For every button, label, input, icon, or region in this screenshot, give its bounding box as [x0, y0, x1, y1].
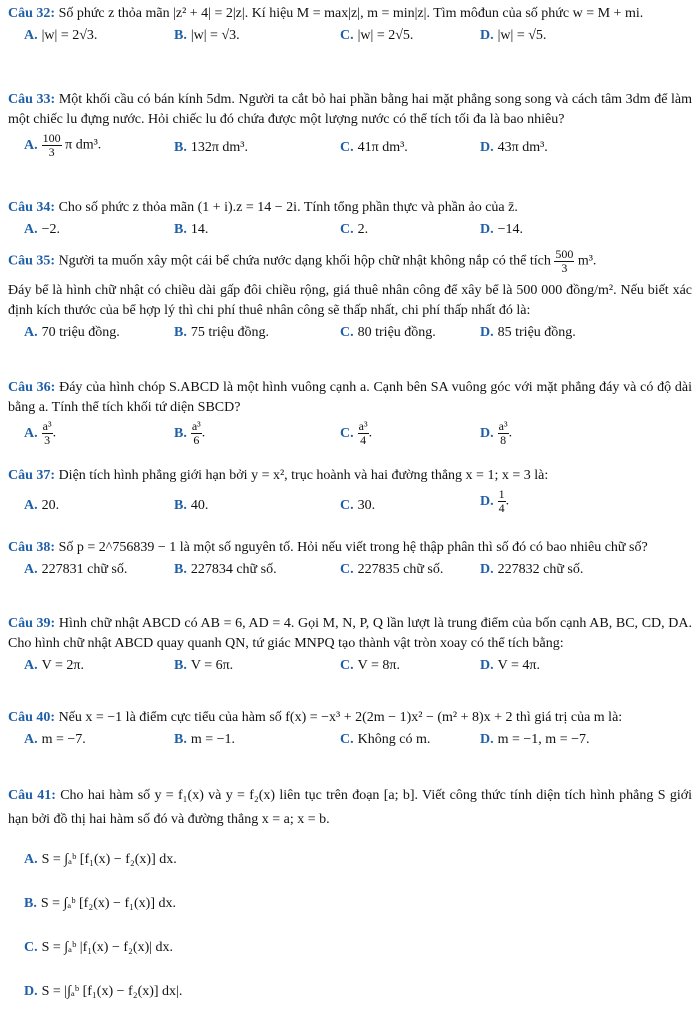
math-text: 80 triệu đồng.	[357, 325, 436, 340]
math-text: Không có m.	[357, 732, 431, 747]
math-text: 14.	[190, 222, 209, 237]
math-text: S = ∫ₐᵇ [f₁(x) − f₂(x)] dx.	[41, 852, 177, 867]
math-text: 3	[561, 261, 568, 275]
option-label: A.	[24, 732, 38, 747]
math-text: m = −1.	[190, 732, 236, 747]
math-text: −2.	[41, 222, 61, 237]
option-b[interactable]	[174, 496, 208, 516]
question-text: Hình chữ nhật ABCD có AB = 6, AD = 4. Gọi M, N, P, Q lần lượt là trung điểm của bốn cạnh AB, BC, CD, DA. Cho hình chữ nhật ABCD quay quanh QN, tứ giác MNPQ tạo thành vật tròn xoay có thể tích bằng:	[8, 616, 692, 651]
math-text: S = |∫ₐᵇ [f₁(x) − f₂(x)] dx|.	[41, 984, 183, 999]
option-a[interactable]	[24, 656, 84, 676]
option-a[interactable]	[24, 323, 120, 343]
option-a[interactable]	[24, 420, 56, 447]
math-text: a³	[498, 419, 508, 433]
math-text: 30.	[357, 498, 376, 513]
option-b[interactable]	[174, 138, 248, 158]
option-label: C.	[340, 140, 354, 155]
math-text: 3	[44, 433, 51, 447]
option-label: A.	[24, 498, 38, 513]
options-row	[8, 560, 692, 582]
option-a[interactable]	[24, 26, 97, 46]
math-text: 227835 chữ số.	[357, 562, 444, 577]
options-row	[8, 488, 692, 522]
math-text: m³.	[577, 253, 597, 269]
option-label: C.	[340, 28, 354, 43]
option-label: D.	[480, 222, 494, 237]
option-label: B.	[174, 425, 187, 441]
volume-fraction	[554, 248, 574, 275]
question-stem	[8, 538, 692, 558]
option-d[interactable]	[8, 970, 692, 1014]
option-label: B.	[174, 498, 187, 513]
option-b[interactable]	[8, 882, 692, 926]
question-text: Một khối cầu có bán kính 5dm. Người ta cắt bỏ hai phần bằng hai mặt phẳng song song và cách tâm 3dm để làm một chiếc lu đựng nước. Hỏi chiếc lu đó chứa được một lượng nước có thể tích tối đa là bao nhiêu?	[8, 92, 693, 127]
option-b[interactable]	[174, 323, 269, 343]
option-c[interactable]	[340, 496, 375, 516]
option-b[interactable]	[174, 26, 240, 46]
options-row	[8, 220, 692, 242]
question-41	[8, 784, 692, 1014]
option-label: C.	[340, 222, 354, 237]
math-text: 500	[555, 247, 574, 261]
fraction	[498, 488, 506, 515]
question-text: Diện tích hình phẳng giới hạn bởi y = x², trục hoành và hai đường thẳng x = 1; x = 3 là:	[58, 468, 549, 483]
math-text: m = −1, m = −7.	[497, 732, 590, 747]
question-stem	[8, 248, 692, 275]
option-label: D.	[480, 325, 494, 340]
question-stem	[8, 614, 692, 654]
math-text: S = ∫ₐᵇ [f₂(x) − f₁(x)] dx.	[40, 896, 176, 911]
option-label: C.	[340, 562, 354, 577]
math-text: .	[368, 425, 373, 441]
math-text: 132π dm³.	[190, 140, 248, 155]
option-c[interactable]	[340, 560, 443, 580]
math-text: 4	[498, 501, 505, 515]
question-33	[8, 90, 692, 166]
option-b[interactable]	[174, 560, 277, 580]
option-d[interactable]	[480, 488, 509, 515]
option-label: B.	[174, 325, 187, 340]
option-a[interactable]	[24, 496, 59, 516]
option-label: D.	[480, 28, 494, 43]
option-c[interactable]	[340, 420, 372, 447]
math-text: a³	[358, 419, 368, 433]
math-text: 1	[498, 487, 505, 501]
math-text: |w| = 2√3.	[41, 28, 98, 43]
option-d[interactable]	[480, 730, 590, 750]
option-b[interactable]	[174, 220, 208, 240]
fraction	[42, 420, 53, 447]
question-text: Người ta muốn xây một cái bể chứa nước dạng khối hộp chữ nhật không nắp có thể tích	[58, 253, 551, 269]
question-text-continued: Đáy bể là hình chữ nhật có chiều dài gấp đôi chiều rộng, giá thuê nhân công để xây bể là 500 000 đồng/m². Nếu biết xác định kích thước của bể hợp lý thì chi phí thuê nhân công sẽ thấp nhất, chi phí thấp nhất đó là:	[8, 283, 692, 318]
option-a[interactable]	[24, 220, 60, 240]
math-text: 227831 chữ số.	[41, 562, 128, 577]
math-text: |w| = √3.	[190, 28, 240, 43]
question-32	[8, 4, 692, 48]
option-label: A.	[24, 325, 38, 340]
math-text: π dm³.	[65, 137, 102, 153]
option-d[interactable]	[480, 323, 576, 343]
option-label: B.	[174, 222, 187, 237]
question-text: Số phức z thỏa mãn |z² + 4| = 2|z|. Kí hiệu M = max|z|, m = min|z|. Tìm môđun của số phức w = M + mi.	[58, 6, 644, 21]
math-text: 6	[193, 433, 200, 447]
option-label: D.	[480, 493, 494, 509]
options-row	[8, 132, 692, 166]
option-label: A.	[24, 658, 38, 673]
option-d[interactable]	[480, 560, 583, 580]
fraction	[358, 420, 369, 447]
math-text: a³	[42, 419, 52, 433]
option-label: C.	[340, 498, 354, 513]
options-row	[8, 420, 692, 454]
math-text: 3	[48, 145, 55, 159]
math-text: .	[52, 425, 57, 441]
option-label: D.	[24, 984, 38, 999]
option-label: C.	[340, 325, 354, 340]
option-a[interactable]	[24, 730, 86, 750]
question-stem	[8, 466, 692, 486]
options-row	[8, 323, 692, 345]
option-label: B.	[174, 28, 187, 43]
math-text: a³	[191, 419, 201, 433]
options-row	[8, 730, 692, 752]
math-text: |w| = √5.	[497, 28, 547, 43]
option-label: D.	[480, 140, 494, 155]
math-text: 75 triệu đồng.	[190, 325, 269, 340]
math-text: −14.	[497, 222, 524, 237]
option-c[interactable]	[340, 323, 436, 343]
math-text: .	[505, 493, 510, 509]
option-label: B.	[174, 732, 187, 747]
question-37	[8, 466, 692, 522]
option-d[interactable]	[480, 656, 540, 676]
question-text: Cho hai hàm số y = f₁(x) và y = f₂(x) liên tục trên đoạn [a; b]. Viết công thức tính diện tích hình phẳng S giới hạn bởi đồ thị hai hàm số đó và đường thẳng x = a; x = b.	[8, 788, 693, 827]
question-number: Câu 39:	[8, 616, 56, 631]
option-b[interactable]	[174, 730, 235, 750]
question-number: Câu 32:	[8, 6, 56, 21]
math-text: 43π dm³.	[497, 140, 548, 155]
option-label: C.	[24, 940, 38, 955]
question-stem	[8, 4, 692, 24]
math-text: 70 triệu đồng.	[41, 325, 120, 340]
math-text: V = 2π.	[41, 658, 84, 673]
option-a[interactable]	[24, 132, 101, 159]
option-c[interactable]	[8, 926, 692, 970]
options-column	[8, 838, 692, 1014]
question-38	[8, 538, 692, 582]
option-label: A.	[24, 425, 38, 441]
option-b[interactable]	[174, 656, 233, 676]
math-text: 85 triệu đồng.	[497, 325, 576, 340]
math-text: m = −7.	[41, 732, 86, 747]
math-text: V = 4π.	[497, 658, 540, 673]
option-label: B.	[174, 658, 187, 673]
option-c[interactable]	[340, 730, 430, 750]
option-d[interactable]	[480, 26, 546, 46]
option-c[interactable]	[340, 26, 413, 46]
question-number: Câu 40:	[8, 710, 56, 725]
question-number: Câu 37:	[8, 468, 56, 483]
math-text: 2.	[357, 222, 369, 237]
question-number: Câu 36:	[8, 380, 56, 395]
option-label: C.	[340, 425, 354, 441]
option-label: A.	[24, 137, 38, 153]
question-35	[8, 248, 692, 345]
math-text: 41π dm³.	[357, 140, 408, 155]
option-a[interactable]	[8, 838, 692, 882]
question-stem	[8, 784, 692, 832]
option-c[interactable]	[340, 138, 408, 158]
question-40	[8, 708, 692, 752]
math-text: 227834 chữ số.	[190, 562, 277, 577]
question-number: Câu 35:	[8, 253, 56, 269]
question-number: Câu 38:	[8, 540, 56, 555]
fraction	[42, 132, 62, 159]
question-number: Câu 41:	[8, 788, 56, 803]
options-row	[8, 26, 692, 48]
option-d[interactable]	[480, 138, 548, 158]
option-c[interactable]	[340, 656, 400, 676]
option-label: B.	[174, 140, 187, 155]
fraction	[191, 420, 202, 447]
option-c[interactable]	[340, 220, 368, 240]
math-text: S = ∫ₐᵇ |f₁(x) − f₂(x)| dx.	[41, 940, 174, 955]
option-label: B.	[174, 562, 187, 577]
question-text: Đáy của hình chóp S.ABCD là một hình vuông cạnh a. Cạnh bên SA vuông góc với mặt phẳng đáy và có độ dài bằng a. Tính thể tích khối tứ diện SBCD?	[8, 380, 692, 415]
option-label: D.	[480, 658, 494, 673]
question-number: Câu 33:	[8, 92, 56, 107]
question-stem	[8, 708, 692, 728]
question-text: Cho số phức z thỏa mãn (1 + i).z = 14 − 2i. Tính tổng phần thực và phần ảo của z̄.	[58, 200, 518, 215]
math-text: .	[201, 425, 206, 441]
option-d[interactable]	[480, 220, 523, 240]
math-text: 100	[42, 131, 61, 145]
option-label: B.	[24, 896, 37, 911]
option-a[interactable]	[24, 560, 127, 580]
option-label: A.	[24, 852, 38, 867]
question-stem	[8, 198, 692, 218]
question-stem	[8, 378, 692, 418]
math-text: .	[508, 425, 513, 441]
question-text: Nếu x = −1 là điểm cực tiểu của hàm số f(x) = −x³ + 2(2m − 1)x² − (m² + 8)x + 2 thì giá trị của m là:	[58, 710, 623, 725]
question-number: Câu 34:	[8, 200, 56, 215]
options-row	[8, 656, 692, 678]
option-b[interactable]	[174, 420, 205, 447]
math-text: V = 8π.	[357, 658, 400, 673]
question-39	[8, 614, 692, 678]
fraction	[498, 420, 509, 447]
math-text: 8	[500, 433, 507, 447]
option-d[interactable]	[480, 420, 512, 447]
math-text: 227832 chữ số.	[497, 562, 584, 577]
option-label: A.	[24, 222, 38, 237]
math-text: |w| = 2√5.	[357, 28, 414, 43]
math-text: 4	[360, 433, 367, 447]
option-label: A.	[24, 28, 38, 43]
question-34	[8, 198, 692, 242]
option-label: D.	[480, 425, 494, 441]
option-label: A.	[24, 562, 38, 577]
math-text: V = 6π.	[190, 658, 234, 673]
math-text: 20.	[41, 498, 60, 513]
option-label: D.	[480, 732, 494, 747]
question-text: Số p = 2^756839 − 1 là một số nguyên tố. Hỏi nếu viết trong hệ thập phân thì số đó có bao nhiêu chữ số?	[58, 540, 648, 555]
option-label: C.	[340, 658, 354, 673]
option-label: C.	[340, 732, 354, 747]
math-text: 40.	[190, 498, 209, 513]
option-label: D.	[480, 562, 494, 577]
question-36	[8, 378, 692, 454]
question-stem	[8, 90, 692, 130]
